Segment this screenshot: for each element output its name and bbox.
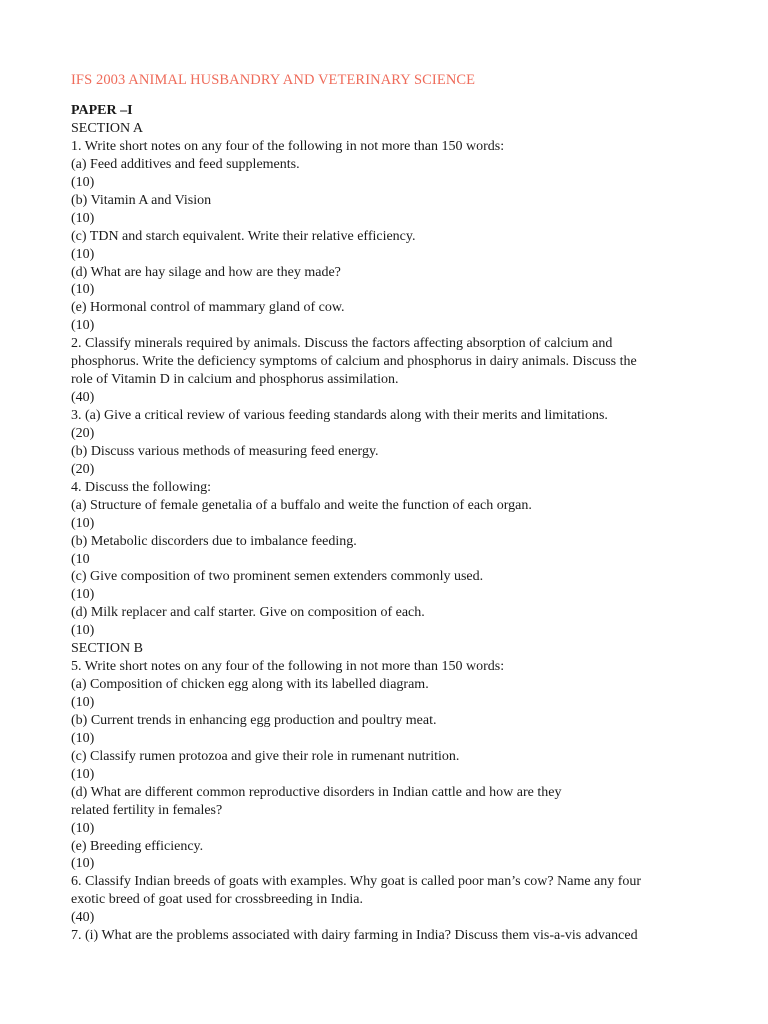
document-line: (a) Composition of chicken egg along with its labelled diagram. <box>71 677 429 693</box>
document-line: (c) Give composition of two prominent semen extenders commonly used. <box>71 569 484 585</box>
document-line: (10) <box>71 856 95 872</box>
document-line: 1. Write short notes on any four of the following in not more than 150 words: <box>71 138 505 154</box>
document-line: (10) <box>71 820 95 836</box>
document-line: (d) What are hay silage and how are they made? <box>71 264 341 280</box>
document-line: role of Vitamin D in calcium and phosphorus assimilation. <box>71 372 399 388</box>
document-line: SECTION B <box>71 641 143 657</box>
document-line: 3. (a) Give a critical review of various feeding standards along with their merits and limitations. <box>71 408 608 423</box>
document-line: (d) Milk replacer and calf starter. Give on composition of each. <box>71 605 425 621</box>
document-line: (10) <box>71 695 95 710</box>
document-line: (10) <box>71 766 95 782</box>
document-line: (10) <box>71 623 95 639</box>
document-line: (10) <box>71 282 95 298</box>
document-line: (10) <box>71 587 95 603</box>
paper-heading: PAPER –I <box>71 103 133 118</box>
document-line: (c) Classify rumen protozoa and give their role in rumenant nutrition. <box>71 748 460 764</box>
document-line: (b) Vitamin A and Vision <box>71 192 212 208</box>
document-line: 7. (i) What are the problems associated with dairy farming in India? Discuss them vis-a-vis advanced <box>71 928 638 944</box>
document-line: 2. Classify minerals required by animals. Discuss the factors affecting absorption of calcium and <box>71 336 613 352</box>
document-line: (40) <box>71 910 95 926</box>
document-line: (10) <box>71 174 95 190</box>
document-line: (10) <box>71 210 95 226</box>
document-line: related fertility in females? <box>71 802 223 818</box>
document-line: (b) Discuss various methods of measuring feed energy. <box>71 443 379 459</box>
document-line: 6. Classify Indian breeds of goats with examples. Why goat is called poor man’s cow? Name any four <box>71 874 642 890</box>
document-title: IFS 2003 ANIMAL HUSBANDRY AND VETERINARY SCIENCE <box>71 72 476 88</box>
document-line: (b) Current trends in enhancing egg production and poultry meat. <box>71 712 437 728</box>
document-line: (10) <box>71 246 95 262</box>
document-line: (d) What are different common reproductive disorders in Indian cattle and how are they <box>71 784 562 800</box>
document-line: 4. Discuss the following: <box>71 479 211 495</box>
document-line: (c) TDN and starch equivalent. Write their relative efficiency. <box>71 228 416 244</box>
document-line: phosphorus. Write the deficiency symptoms of calcium and phosphorus in dairy animals. Discuss the <box>71 354 637 370</box>
document-line: exotic breed of goat used for crossbreeding in India. <box>71 892 363 908</box>
document-page <box>71 70 711 945</box>
document-line: 5. Write short notes on any four of the following in not more than 150 words: <box>71 659 505 675</box>
document-line: (a) Feed additives and feed supplements. <box>71 156 300 172</box>
document-line: (20) <box>71 461 95 477</box>
document-line: (e) Hormonal control of mammary gland of cow. <box>71 300 345 316</box>
document-line: SECTION A <box>71 121 143 136</box>
document-line: (10) <box>71 515 95 531</box>
document-line: (b) Metabolic discorders due to imbalance feeding. <box>71 533 357 549</box>
document-line: (40) <box>71 390 95 406</box>
document-line: (10 <box>71 551 90 567</box>
document-line: (20) <box>71 425 95 441</box>
document-body <box>71 120 711 945</box>
document-line: (e) Breeding efficiency. <box>71 838 204 854</box>
document-line: (10) <box>71 318 95 334</box>
document-line: (10) <box>71 730 95 746</box>
document-line: (a) Structure of female genetalia of a buffalo and weite the function of each organ. <box>71 497 532 513</box>
